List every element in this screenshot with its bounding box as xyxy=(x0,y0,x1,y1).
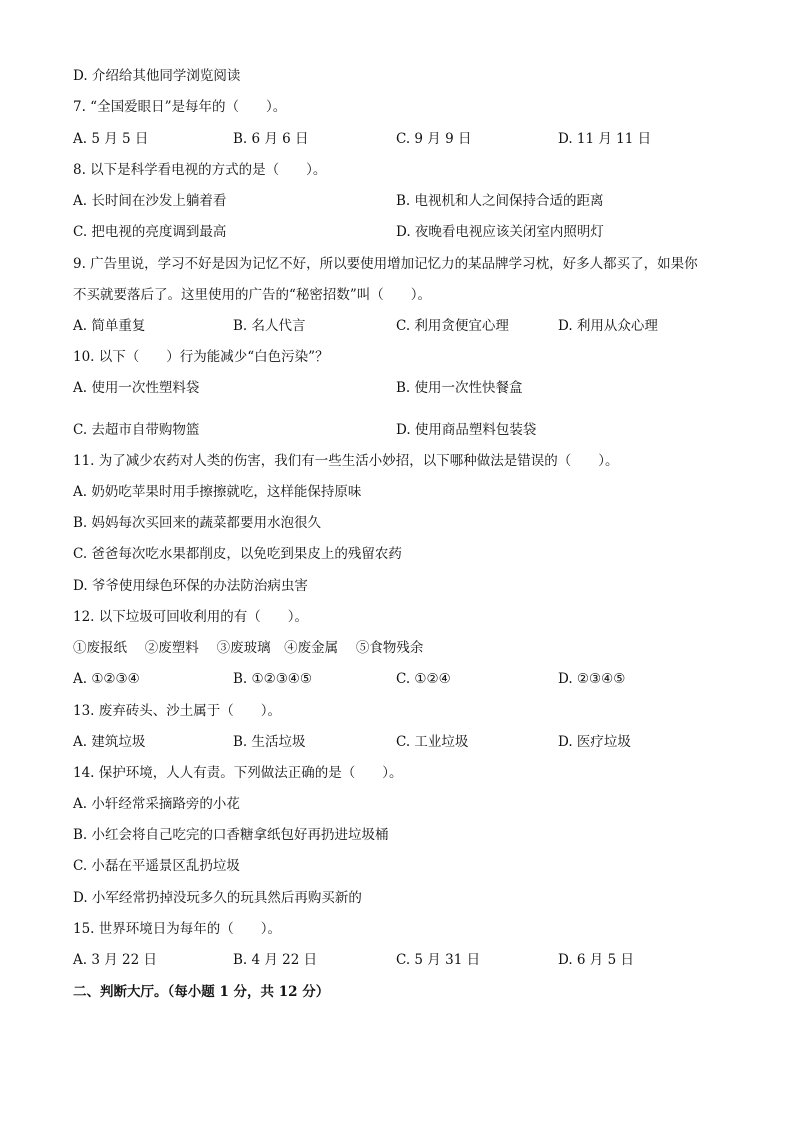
q15-option-c: C. 5 月 31 日 xyxy=(396,952,481,968)
question-10: 10. 以下（ ）行为能减少“白色污染”？ xyxy=(73,349,329,365)
question-13: 13. 废弃砖头、沙土属于（ ）。 xyxy=(73,703,282,719)
question-7: 7. “全国爱眼日”是每年的（ ）。 xyxy=(73,99,287,115)
q8-option-d: D. 夜晚看电视应该关闭室内照明灯 xyxy=(396,224,604,240)
section-2-heading: 二、判断大厅。（每小题 1 分，共 12 分） xyxy=(73,984,330,1000)
q13-option-d: D. 医疗垃圾 xyxy=(558,734,631,750)
q8-option-b: B. 电视机和人之间保持合适的距离 xyxy=(396,193,604,209)
q15-option-b: B. 4 月 22 日 xyxy=(233,952,318,968)
question-8: 8. 以下是科学看电视的方式的是（ ）。 xyxy=(73,162,327,178)
q7-option-c: C. 9 月 9 日 xyxy=(396,131,472,147)
q15-option-d: D. 6 月 5 日 xyxy=(558,952,634,968)
q7-option-a: A. 5 月 5 日 xyxy=(73,131,149,147)
q9-option-d: D. 利用从众心理 xyxy=(558,318,658,334)
question-15: 15. 世界环境日为每年的（ ）。 xyxy=(73,921,282,937)
q11-option-a: A. 奶奶吃苹果时用手擦擦就吃，这样能保持原味 xyxy=(73,484,362,500)
q8-option-a: A. 长时间在沙发上躺着看 xyxy=(73,193,227,209)
q13-option-c: C. 工业垃圾 xyxy=(396,734,469,750)
q10-option-d: D. 使用商品塑料包装袋 xyxy=(396,422,537,438)
q11-option-d: D. 爷爷使用绿色环保的办法防治病虫害 xyxy=(73,578,308,594)
q9-option-b: B. 名人代言 xyxy=(233,318,306,334)
q14-option-b: B. 小红会将自己吃完的口香糖拿纸包好再扔进垃圾桶 xyxy=(73,827,389,843)
q10-option-a: A. 使用一次性塑料袋 xyxy=(73,380,200,396)
q7-option-d: D. 11 月 11 日 xyxy=(558,131,652,147)
question-14: 14. 保护环境，人人有责。下列做法正确的是（ ）。 xyxy=(73,765,403,781)
question-9-line-2: 不买就要落后了。这里使用的广告的“秘密招数”叫（ ）。 xyxy=(73,287,432,303)
q9-option-a: A. 简单重复 xyxy=(73,318,146,334)
q14-option-d: D. 小军经常扔掉没玩多久的玩具然后再购买新的 xyxy=(73,890,362,906)
q11-option-c: C. 爸爸每次吃水果都削皮，以免吃到果皮上的残留农药 xyxy=(73,546,402,562)
q12-option-c: C. ①②④ xyxy=(396,671,451,687)
q9-option-c: C. 利用贪便宜心理 xyxy=(396,318,509,334)
q15-option-a: A. 3 月 22 日 xyxy=(73,952,157,968)
q12-option-d: D. ②③④⑤ xyxy=(558,671,626,687)
q10-option-b: B. 使用一次性快餐盒 xyxy=(396,380,523,396)
q6-option-d: D. 介绍给其他同学浏览阅读 xyxy=(73,68,241,84)
q11-option-b: B. 妈妈每次买回来的蔬菜都要用水泡很久 xyxy=(73,515,322,531)
q8-option-c: C. 把电视的亮度调到最高 xyxy=(73,224,227,240)
question-12: 12. 以下垃圾可回收利用的有（ ）。 xyxy=(73,609,309,625)
question-9-line-1: 9. 广告里说，学习不好是因为记忆不好，所以要使用增加记忆力的某品牌学习枕，好多人都买了，如果你 xyxy=(73,256,698,272)
q14-option-a: A. 小轩经常采摘路旁的小花 xyxy=(73,796,240,812)
q10-option-c: C. 去超市自带购物篮 xyxy=(73,422,200,438)
question-11: 11. 为了减少农药对人类的伤害，我们有一些生活小妙招，以下哪种做法是错误的（ ）。 xyxy=(73,453,619,469)
q7-option-b: B. 6 月 6 日 xyxy=(233,131,309,147)
q14-option-c: C. 小磊在平遥景区乱扔垃圾 xyxy=(73,858,240,874)
q12-option-b: B. ①②③④⑤ xyxy=(233,671,313,687)
q13-option-b: B. 生活垃圾 xyxy=(233,734,306,750)
q12-items: ①废报纸 ②废塑料 ③废玻璃 ④废金属 ⑤食物残余 xyxy=(73,640,424,656)
q13-option-a: A. 建筑垃圾 xyxy=(73,734,146,750)
q12-option-a: A. ①②③④ xyxy=(73,671,140,687)
